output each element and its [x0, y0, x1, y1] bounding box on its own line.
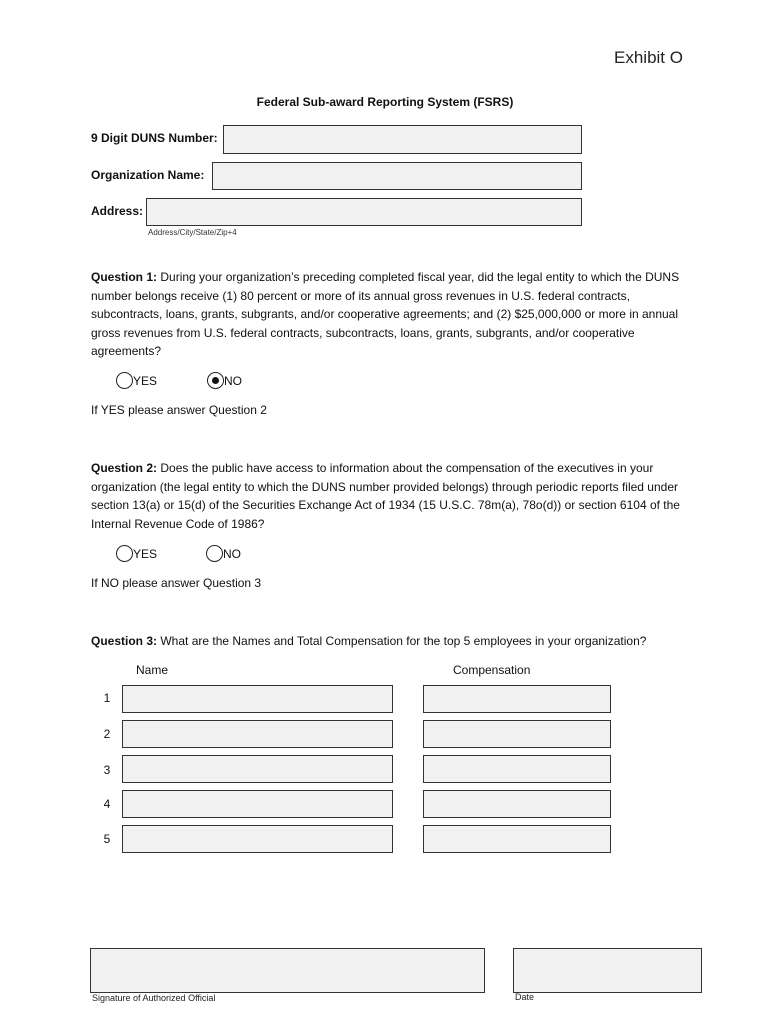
- address-input[interactable]: [146, 198, 582, 226]
- name-column-header: Name: [136, 663, 169, 677]
- employee-name-input-1[interactable]: [122, 685, 393, 713]
- employee-name-input-3[interactable]: [122, 755, 393, 783]
- question-2-note: If NO please answer Question 3: [91, 576, 262, 590]
- q2-no-radio[interactable]: [206, 545, 223, 562]
- org-name-input[interactable]: [212, 162, 582, 190]
- compensation-input-5[interactable]: [423, 825, 611, 853]
- employee-name-input-5[interactable]: [122, 825, 393, 853]
- date-field[interactable]: [513, 948, 702, 993]
- row-number-3: 3: [103, 763, 111, 777]
- question-3-text: What are the Names and Total Compensation for the top 5 employees in your organization?: [160, 634, 647, 648]
- question-2-text: Does the public have access to information about the compensation of the executives in your organization (the legal entity to which the DUNS number provided belongs) through periodic reports filed under section 13(a) or 15(d) of the Securities Exchange Act of 1934 (15 U.S.C. 78m(a), 78o(d)) or section 6104 of the Internal Revenue Code of 1986?: [91, 461, 680, 531]
- q2-yes-option[interactable]: [116, 545, 157, 562]
- duns-label: 9 Digit DUNS Number:: [91, 131, 218, 145]
- q1-yes-radio[interactable]: [116, 372, 133, 389]
- row-number-4: 4: [103, 797, 111, 811]
- row-number-2: 2: [103, 727, 111, 741]
- question-1-label: Question 1:: [91, 270, 158, 284]
- q2-no-option[interactable]: [206, 545, 241, 562]
- q1-no-label: NO: [224, 373, 242, 388]
- q1-yes-label: YES: [133, 373, 158, 388]
- question-1-note: If YES please answer Question 2: [91, 403, 267, 417]
- question-2: [91, 459, 691, 533]
- q1-yes-option[interactable]: [116, 372, 157, 389]
- row-number-5: 5: [103, 832, 111, 846]
- compensation-input-4[interactable]: [423, 790, 611, 818]
- date-label: Date: [515, 992, 535, 1002]
- q2-yes-radio[interactable]: [116, 545, 133, 562]
- signature-label: Signature of Authorized Official: [92, 993, 216, 1003]
- address-label: Address:: [91, 204, 144, 218]
- question-2-label: Question 2:: [91, 461, 158, 475]
- employee-name-input-4[interactable]: [122, 790, 393, 818]
- org-name-label: Organization Name:: [91, 168, 205, 182]
- address-hint: Address/City/State/Zip+4: [148, 228, 237, 237]
- compensation-input-1[interactable]: [423, 685, 611, 713]
- question-1-text: During your organization’s preceding completed fiscal year, did the legal entity to which the DUNS number belongs receive (1) 80 percent or more of its annual gross revenues in U.S. federal contracts, subcontracts, loans, grants, subgrants, and/or cooperative agreements; and (2) $25,000,000 or more in annual gross revenues from U.S. federal contracts, subcontracts, loans, grants, subgrants, and/or cooperative agreements?: [91, 270, 680, 359]
- employee-name-input-2[interactable]: [122, 720, 393, 748]
- q2-no-label: NO: [223, 546, 241, 561]
- compensation-column-header: Compensation: [453, 663, 531, 677]
- q1-no-option[interactable]: [207, 372, 242, 389]
- compensation-input-3[interactable]: [423, 755, 611, 783]
- row-number-1: 1: [103, 691, 111, 705]
- exhibit-label: Exhibit O: [614, 48, 683, 67]
- signature-field[interactable]: [90, 948, 485, 993]
- duns-input[interactable]: [223, 125, 582, 154]
- question-1: [91, 268, 691, 361]
- form-title: Federal Sub-award Reporting System (FSRS): [256, 95, 514, 109]
- question-3-label: Question 3:: [91, 634, 158, 648]
- q2-yes-label: YES: [133, 546, 158, 561]
- q1-no-radio[interactable]: [207, 372, 224, 389]
- compensation-input-2[interactable]: [423, 720, 611, 748]
- question-3: [91, 632, 731, 651]
